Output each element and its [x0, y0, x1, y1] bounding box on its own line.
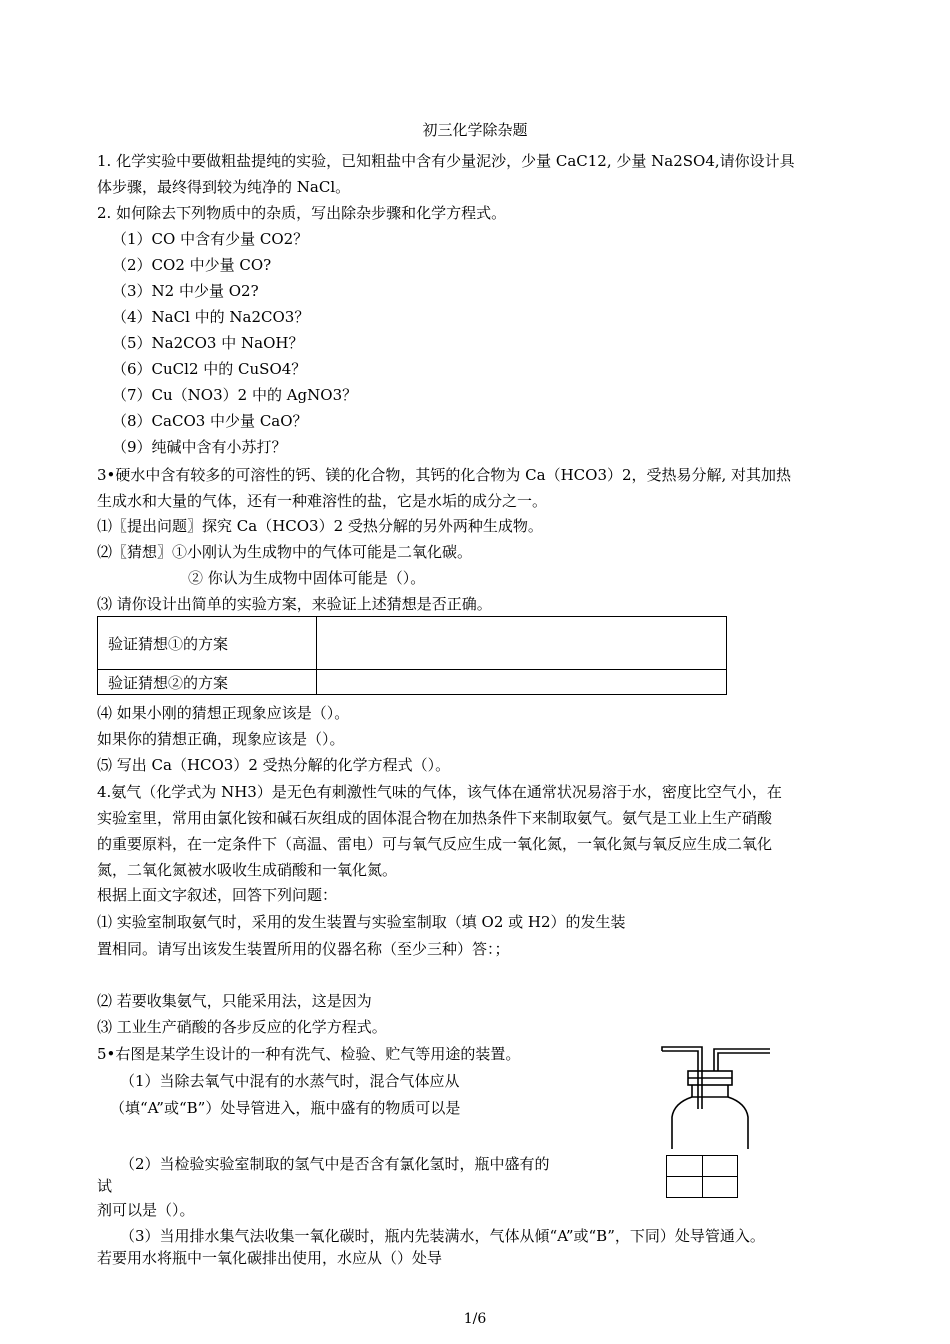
q1-line1: 1. 化学实验中要做粗盐提纯的实验，已知粗盐中含有少量泥沙，少量 CaC12, 少量 Na2SO4,请你设计具 [97, 152, 795, 170]
q3-part2: ⑵〖猜想〗①小刚认为生成物中的气体可能是二氧化碳。 [97, 543, 473, 561]
gas-washing-bottle-figure [660, 1043, 772, 1151]
table-row [667, 1156, 738, 1177]
q2-item: （5）Na2CO3 中 NaOH？ [112, 334, 304, 352]
q4-line1: 4.氨气（化学式为 NH3）是无色有刺激性气味的气体，该气体在通常状况易溶于水，密度比空气小，在 [97, 783, 782, 801]
table-row [98, 617, 727, 670]
q2-item: （9）纯碱中含有小苏打？ [112, 438, 287, 456]
table-cell-label: 验证猜想①的方案 [98, 617, 317, 670]
q2-item: （3）N2 中少量 O2? [112, 282, 259, 300]
q3-part2b: ② 你认为生成物中固体可能是（）。 [188, 569, 426, 587]
q5-sub3b: 若要用水将瓶中一氧化碳排出使用，水应从（）处导 [97, 1249, 443, 1267]
q1-line2: 体步骤，最终得到较为纯净的 NaCl。 [97, 178, 351, 196]
q2-intro: 2. 如何除去下列物质中的杂质，写出除杂步骤和化学方程式。 [97, 204, 507, 222]
q5-sub2b: 试 [97, 1177, 113, 1195]
verification-table [97, 616, 727, 695]
q3-part5: ⑸ 写出 Ca（HCO3）2 受热分解的化学方程式（）。 [97, 756, 451, 774]
grid-cell[interactable] [702, 1156, 738, 1177]
table-cell-answer[interactable] [317, 617, 727, 670]
q4-part3: ⑶ 工业生产硝酸的各步反应的化学方程式。 [97, 1018, 387, 1036]
grid-cell[interactable] [667, 1156, 703, 1177]
q5-sub2a: （2）当检验实验室制取的氢气中是否含有氯化氢时，瓶中盛有的 [120, 1155, 550, 1173]
q2-item: （4）NaCl 中的 Na2CO3？ [112, 308, 310, 326]
q3-line1: 3•硬水中含有较多的可溶性的钙、镁的化合物，其钙的化合物为 Ca（HCO3）2，受热易分解, 对其加热 [97, 466, 792, 484]
grid-cell[interactable] [702, 1177, 738, 1198]
page-number: 1/6 [463, 1311, 487, 1327]
q3-part1: ⑴〖提出问题〗探究 Ca（HCO3）2 受热分解的另外两种生成物。 [97, 517, 543, 535]
q4-part1a: ⑴ 实验室制取氨气时，采用的发生装置与实验室制取（填 O2 或 H2）的发生装 [97, 913, 626, 931]
q2-item: （8）CaCO3 中少量 CaO？ [112, 412, 308, 430]
q5-sub1a: （1）当除去氧气中混有的水蒸气时，混合气体应从 [120, 1072, 460, 1090]
grid-cell[interactable] [667, 1177, 703, 1198]
q4-part2: ⑵ 若要收集氨气，只能采用法，这是因为 [97, 992, 372, 1010]
q3-part3: ⑶ 请你设计出简单的实验方案，来验证上述猜想是否正确。 [97, 595, 492, 613]
q5-sub2c: 剂可以是（）。 [97, 1201, 195, 1219]
q5-intro: 5•右图是某学生设计的一种有洗气、检验、贮气等用途的装置。 [97, 1045, 521, 1063]
answer-grid [666, 1155, 738, 1198]
table-cell-label: 验证猜想②的方案 [98, 670, 317, 695]
table-cell-answer[interactable] [317, 670, 727, 695]
table-row [667, 1177, 738, 1198]
q2-item: （6）CuCl2 中的 CuSO4？ [112, 360, 307, 378]
q2-item: （7）Cu（NO3）2 中的 AgNO3？ [112, 386, 358, 404]
q2-item: （1）CO 中含有少量 CO2？ [112, 230, 309, 248]
q3-line2: 生成水和大量的气体，还有一种难溶性的盐，它是水垢的成分之一。 [97, 492, 548, 510]
q3-part4: ⑷ 如果小刚的猜想正现象应该是（）。 [97, 704, 350, 722]
q5-sub3a: （3）当用排水集气法收集一氧化碳时，瓶内先装满水，气体从傾“A”或“B”，下同）处导管通入。 [120, 1227, 765, 1245]
q3-part4b: 如果你的猜想正确，现象应该是（）。 [97, 730, 345, 748]
q2-item: （2）CO2 中少量 CO? [112, 256, 272, 274]
q4-part1b: 置相同。请写出该发生装置所用的仪器名称（至少三种）答：； [97, 940, 510, 958]
q4-line2: 实验室里，常用由氯化铵和碱石灰组成的固体混合物在加热条件下来制取氨气。氨气是工业上生产硝酸 [97, 809, 773, 827]
page-title: 初三化学除杂题 [422, 121, 528, 139]
q4-line5: 根据上面文字叙述，回答下列问题： [97, 886, 338, 904]
q4-line3: 的重要原料，在一定条件下（高温、雷电）可与氧气反应生成一氧化氮，一氧化氮与氧反应生成二氧化 [97, 835, 773, 853]
q5-sub1b: （填“A”或“B”）处导管进入，瓶中盛有的物质可以是 [110, 1099, 461, 1117]
table-row [98, 670, 727, 695]
q4-line4: 氮，二氧化氮被水吸收生成硝酸和一氧化氮。 [97, 861, 398, 879]
